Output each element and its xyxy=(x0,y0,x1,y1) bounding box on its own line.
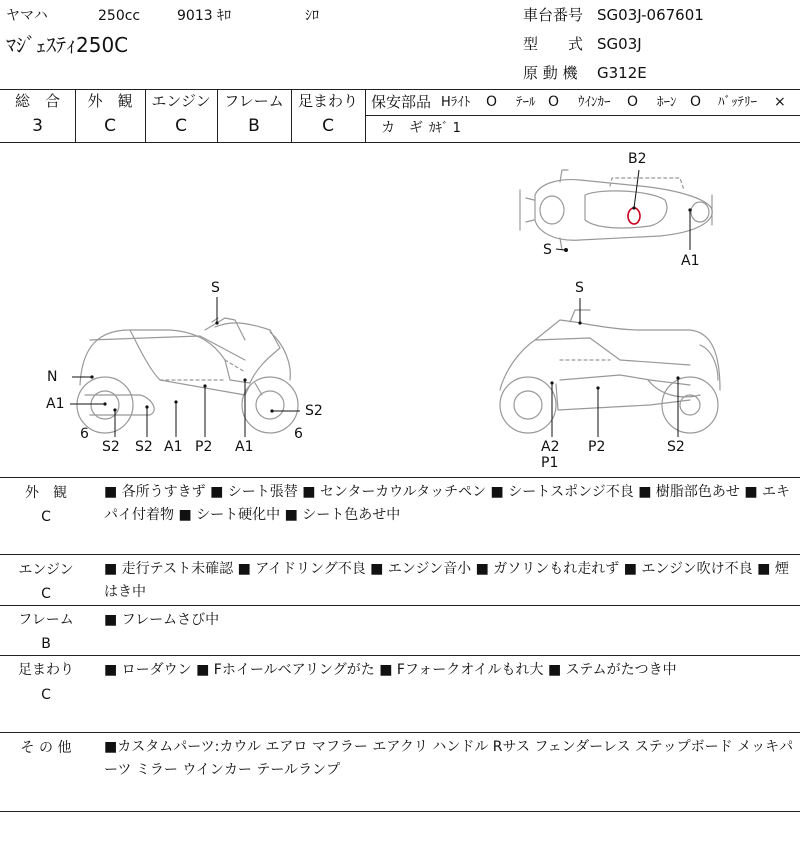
grade-label-engine: エンジン xyxy=(151,92,211,110)
section-grade-engine: C xyxy=(41,586,51,602)
safety-mark-headlight: O xyxy=(486,94,498,110)
section-notes-frame: ■ フレームさび中 xyxy=(104,612,220,628)
section-title-suspension: 足まわり xyxy=(18,662,74,678)
key-value: ｶｷﾞ 1 xyxy=(429,121,461,136)
divider xyxy=(0,811,800,812)
label-6-left-right: 6 xyxy=(294,426,303,442)
section-notes-suspension: ■ ローダウン ■ Fホイールベアリングがた ■ Fフォークオイルもれ大 ■ ステムがたつき中 xyxy=(104,662,677,678)
frame-no-label: 車台番号 xyxy=(523,6,584,24)
label-s2-right: S2 xyxy=(667,439,685,455)
divider xyxy=(0,655,800,656)
model-type: SG03J xyxy=(597,35,642,53)
safety-item-headlight: Hﾗｲﾄ xyxy=(441,95,471,110)
label-a1-left: A1 xyxy=(46,396,65,412)
grade-value-frame: B xyxy=(248,116,260,136)
safety-label: 保安部品 xyxy=(371,93,432,111)
divider xyxy=(0,732,800,733)
label-a1-left-2: A1 xyxy=(164,439,183,455)
section-title-other: そ の 他 xyxy=(20,740,72,756)
label-p2-right: P2 xyxy=(588,439,606,455)
grade-value-suspension: C xyxy=(322,116,334,136)
safety-mark-battery: × xyxy=(774,94,786,110)
section-title-engine: エンジン xyxy=(18,562,74,578)
label-s2-left-2: S2 xyxy=(135,439,153,455)
label-b2: B2 xyxy=(628,151,647,167)
grade-label-suspension: 足まわり xyxy=(297,92,358,110)
label-6-left: 6 xyxy=(80,426,89,442)
section-grade-suspension: C xyxy=(41,687,51,703)
safety-mark-winker: O xyxy=(627,94,639,110)
model-name: ﾏｼﾞｪｽﾃｨ250C xyxy=(6,33,129,57)
section-grade-exterior: C xyxy=(41,509,51,525)
section-notes-engine: ■ 走行テスト未確認 ■ アイドリング不良 ■ エンジン音小 ■ ガソリンもれ走れず ■ エンジン吹け不良 ■ 煙はき中 xyxy=(104,561,789,600)
safety-item-battery: ﾊﾞｯﾃﾘｰ xyxy=(718,95,757,110)
label-s2-left-1: S2 xyxy=(102,439,120,455)
key-label: カ ギ xyxy=(381,120,423,136)
label-a2: A2 xyxy=(541,439,560,455)
grade-label-frame: フレーム xyxy=(224,92,284,110)
grade-value-overall: 3 xyxy=(32,116,43,136)
color: ｼﾛ xyxy=(305,8,319,24)
mileage: 9013 ｷﾛ xyxy=(177,8,232,24)
label-s-left: S xyxy=(211,280,220,296)
label-s-top: S xyxy=(543,242,552,258)
label-p2-left: P2 xyxy=(195,439,213,455)
scooter-left-view xyxy=(77,318,298,433)
section-notes-exterior: ■ 各所うすきず ■ シート張替 ■ センターカウルタッチペン ■ シートスポンジ不良 ■ 樹脂部色あせ ■ エキパイ付着物 ■ シート硬化中 ■ シート色あせ中 xyxy=(104,484,791,523)
label-a1-top: A1 xyxy=(681,253,700,269)
scooter-top-view xyxy=(520,170,712,250)
label-s-right: S xyxy=(575,280,584,296)
grade-value-engine: C xyxy=(175,116,187,136)
section-grade-frame: B xyxy=(41,636,51,652)
engine-label: 原 動 機 xyxy=(523,64,578,82)
divider xyxy=(0,477,800,478)
section-notes-other: ■カスタムパーツ:カウル エアロ マフラー エアクリ ハンドル Rサス フェンダーレス ステップボード メッキパーツ ミラー ウインカー テールランプ xyxy=(104,739,794,778)
label-s2-left-right: S2 xyxy=(305,403,323,419)
divider xyxy=(0,554,800,555)
safety-item-tail: ﾃｰﾙ xyxy=(516,95,536,110)
safety-mark-horn: O xyxy=(690,94,702,110)
damage-marker xyxy=(628,208,640,224)
grade-value-exterior: C xyxy=(104,116,116,136)
section-title-exterior: 外 観 xyxy=(25,485,67,501)
safety-item-winker: ｳｲﾝｶｰ xyxy=(578,95,611,110)
label-a1-left-3: A1 xyxy=(235,439,254,455)
model-type-label: 型 式 xyxy=(523,35,584,53)
label-n: N xyxy=(47,369,58,385)
maker: ヤマハ xyxy=(6,8,48,24)
grade-label-exterior: 外 観 xyxy=(87,92,133,110)
displacement: 250cc xyxy=(98,8,141,24)
section-title-frame: フレーム xyxy=(18,612,74,628)
safety-item-horn: ﾎｰﾝ xyxy=(657,95,677,110)
engine-type: G312E xyxy=(597,64,647,82)
label-p1: P1 xyxy=(541,455,559,471)
frame-no: SG03J-067601 xyxy=(597,6,704,24)
grade-label-overall: 総 合 xyxy=(14,92,60,110)
divider xyxy=(0,605,800,606)
scooter-right-view xyxy=(500,310,720,433)
safety-mark-tail: O xyxy=(548,94,560,110)
